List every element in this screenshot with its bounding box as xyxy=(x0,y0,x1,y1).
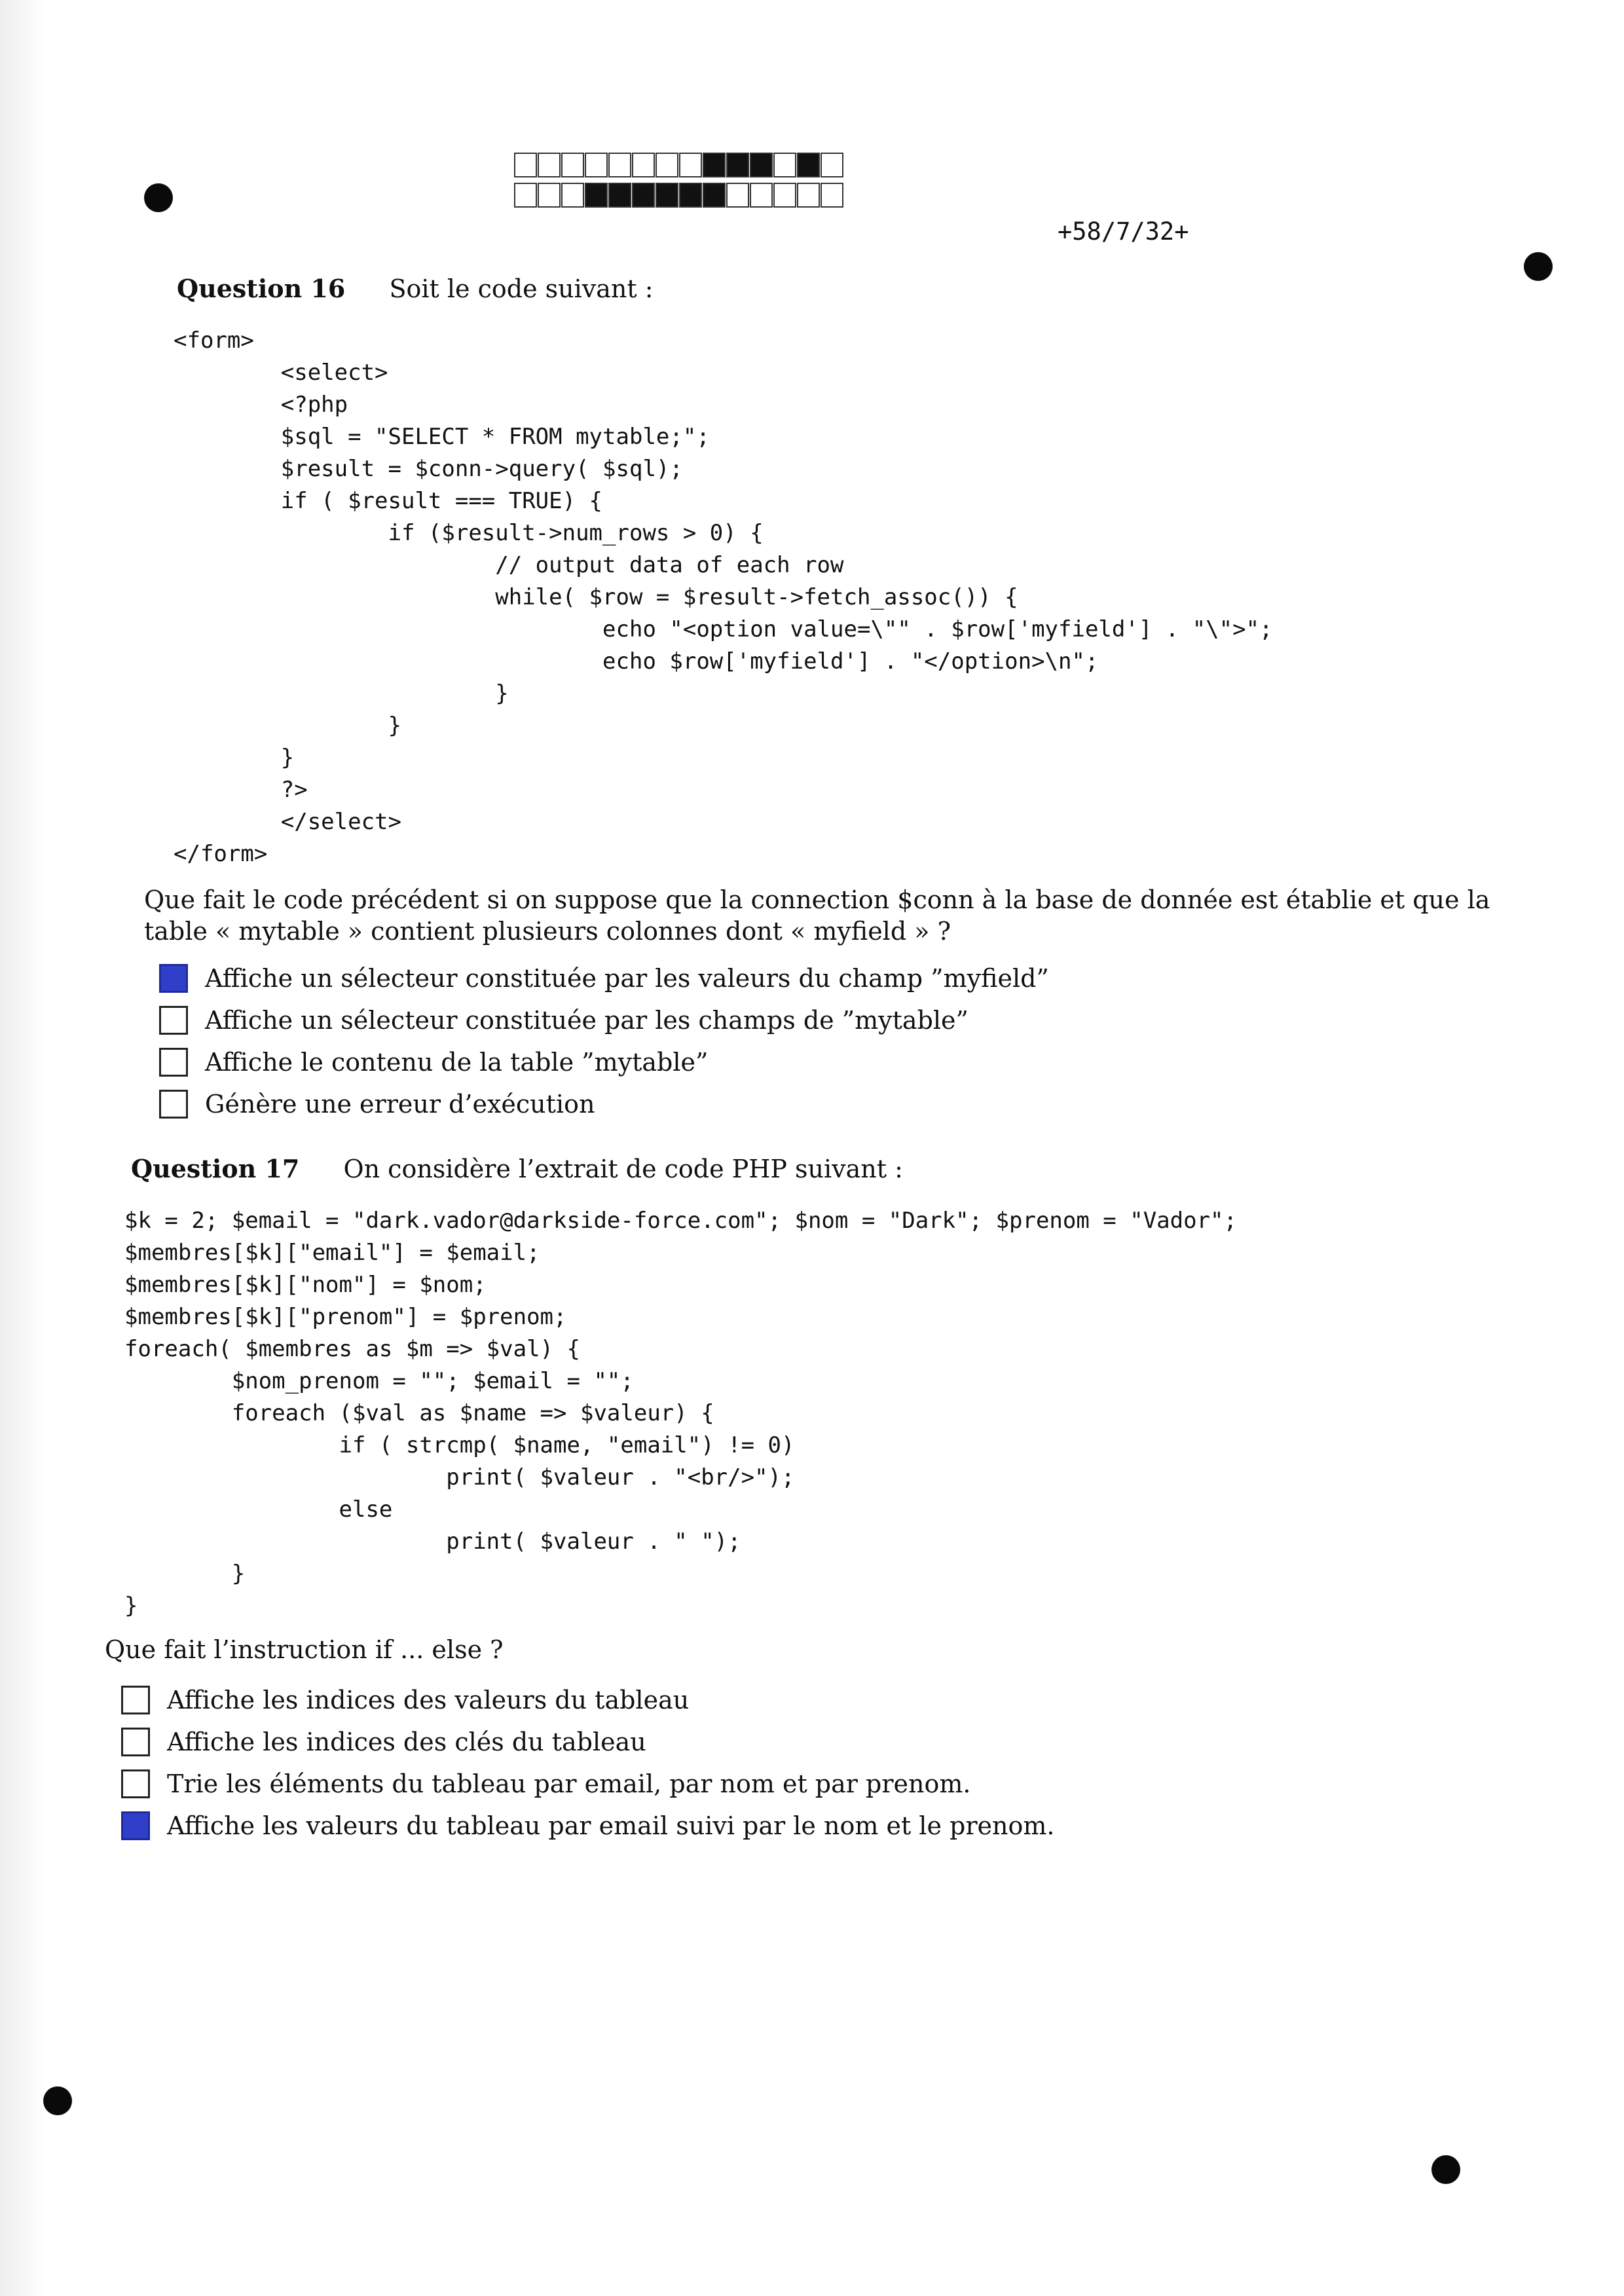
option-text: Affiche un sélecteur constituée par les champs de ”mytable” xyxy=(205,1006,969,1035)
question-intro: On considère l’extrait de code PHP suivant : xyxy=(343,1155,903,1183)
registration-mark xyxy=(1524,252,1553,281)
barcode-row-2 xyxy=(514,183,844,209)
question-17-options xyxy=(121,1679,1054,1847)
answer-option[interactable] xyxy=(159,999,1049,1041)
barcode-cell xyxy=(679,153,702,177)
barcode-cell xyxy=(538,153,561,177)
question-16-options xyxy=(159,957,1049,1125)
barcode-cell xyxy=(679,183,702,208)
checkbox[interactable] xyxy=(121,1728,150,1756)
option-text: Affiche le contenu de la table ”mytable” xyxy=(205,1048,709,1077)
barcode-cell xyxy=(773,183,796,208)
id-barcode xyxy=(514,153,844,213)
answer-option[interactable] xyxy=(121,1763,1054,1805)
checkbox[interactable] xyxy=(121,1811,150,1840)
option-text: Affiche les indices des clés du tableau xyxy=(167,1728,646,1756)
barcode-cell xyxy=(561,153,584,177)
scan-shadow xyxy=(0,0,46,2296)
barcode-cell xyxy=(726,183,749,208)
barcode-cell xyxy=(514,153,537,177)
barcode-cell xyxy=(585,153,608,177)
barcode-cell xyxy=(655,153,678,177)
question-17-prompt: Que fait l’instruction if ... else ? xyxy=(105,1635,504,1664)
barcode-cell xyxy=(821,153,843,177)
barcode-cell xyxy=(632,183,655,208)
page-reference: +58/7/32+ xyxy=(1058,217,1189,246)
checkbox[interactable] xyxy=(159,1006,188,1035)
question-16-header xyxy=(177,274,654,303)
barcode-cell xyxy=(703,183,726,208)
registration-mark xyxy=(43,2086,72,2115)
question-label: Question 16 xyxy=(177,274,346,303)
option-text: Affiche les indices des valeurs du tableau xyxy=(167,1686,690,1714)
barcode-cell xyxy=(703,153,726,177)
question-label: Question 17 xyxy=(131,1154,300,1183)
answer-option[interactable] xyxy=(121,1721,1054,1763)
answer-option[interactable] xyxy=(121,1679,1054,1721)
barcode-cell xyxy=(514,183,537,208)
barcode-cell xyxy=(750,183,773,208)
barcode-cell xyxy=(632,153,655,177)
barcode-cell xyxy=(608,153,631,177)
question-16-prompt: Que fait le code précédent si on suppose que la connection $conn à la base de donnée est établie et que la table « mytable » contient plusieurs colonnes dont « myfield » ? xyxy=(144,885,1490,946)
answer-option[interactable] xyxy=(121,1805,1054,1847)
barcode-cell xyxy=(821,183,843,208)
answer-option[interactable] xyxy=(159,1041,1049,1083)
checkbox[interactable] xyxy=(159,1090,188,1119)
question-17-header xyxy=(131,1154,903,1183)
checkbox[interactable] xyxy=(159,1048,188,1077)
registration-mark xyxy=(144,183,173,212)
barcode-cell xyxy=(538,183,561,208)
registration-mark xyxy=(1431,2155,1460,2184)
barcode-cell xyxy=(750,153,773,177)
barcode-cell xyxy=(561,183,584,208)
barcode-cell xyxy=(773,153,796,177)
barcode-cell xyxy=(797,183,820,208)
answer-option[interactable] xyxy=(159,957,1049,999)
option-text: Affiche les valeurs du tableau par email suivi par le nom et le prenom. xyxy=(167,1811,1055,1840)
question-16-code: <form> <select> <?php $sql = "SELECT * FROM mytable;"; $result = $conn->query( $sql); if ( $result === TRUE) { if ($result->num_rows > 0) { // output data of each row while( $row = $result->fetch_assoc()) { echo "<option value=\"" . $row['myfield'] . "\">"; echo $row['myfield'] . "</option>\n"; } } } ?> </select> </form> xyxy=(174,327,1273,867)
barcode-cell xyxy=(608,183,631,208)
barcode-cell xyxy=(797,153,820,177)
question-intro: Soit le code suivant : xyxy=(389,274,654,303)
answer-option[interactable] xyxy=(159,1083,1049,1125)
checkbox[interactable] xyxy=(121,1686,150,1714)
checkbox[interactable] xyxy=(121,1769,150,1798)
option-text: Génère une erreur d’exécution xyxy=(205,1090,595,1119)
checkbox[interactable] xyxy=(159,964,188,993)
option-text: Affiche un sélecteur constituée par les valeurs du champ ”myfield” xyxy=(205,964,1049,993)
barcode-row-1 xyxy=(514,153,844,179)
barcode-cell xyxy=(726,153,749,177)
question-17-code: $k = 2; $email = "dark.vador@darkside-force.com"; $nom = "Dark"; $prenom = "Vador"; $membres[$k]["email"] = $email; $membres[$k]["nom"] = $nom; $membres[$k]["prenom"] = $prenom; foreach( $membres as $m => $val) { $nom_prenom = ""; $email = ""; foreach ($val as $name => $valeur) { if ( strcmp( $name, "email") != 0) print( $valeur . "<br/>"); else print( $valeur . " "); } } xyxy=(124,1208,1237,1619)
barcode-cell xyxy=(585,183,608,208)
barcode-cell xyxy=(655,183,678,208)
option-text: Trie les éléments du tableau par email, par nom et par prenom. xyxy=(167,1769,971,1798)
